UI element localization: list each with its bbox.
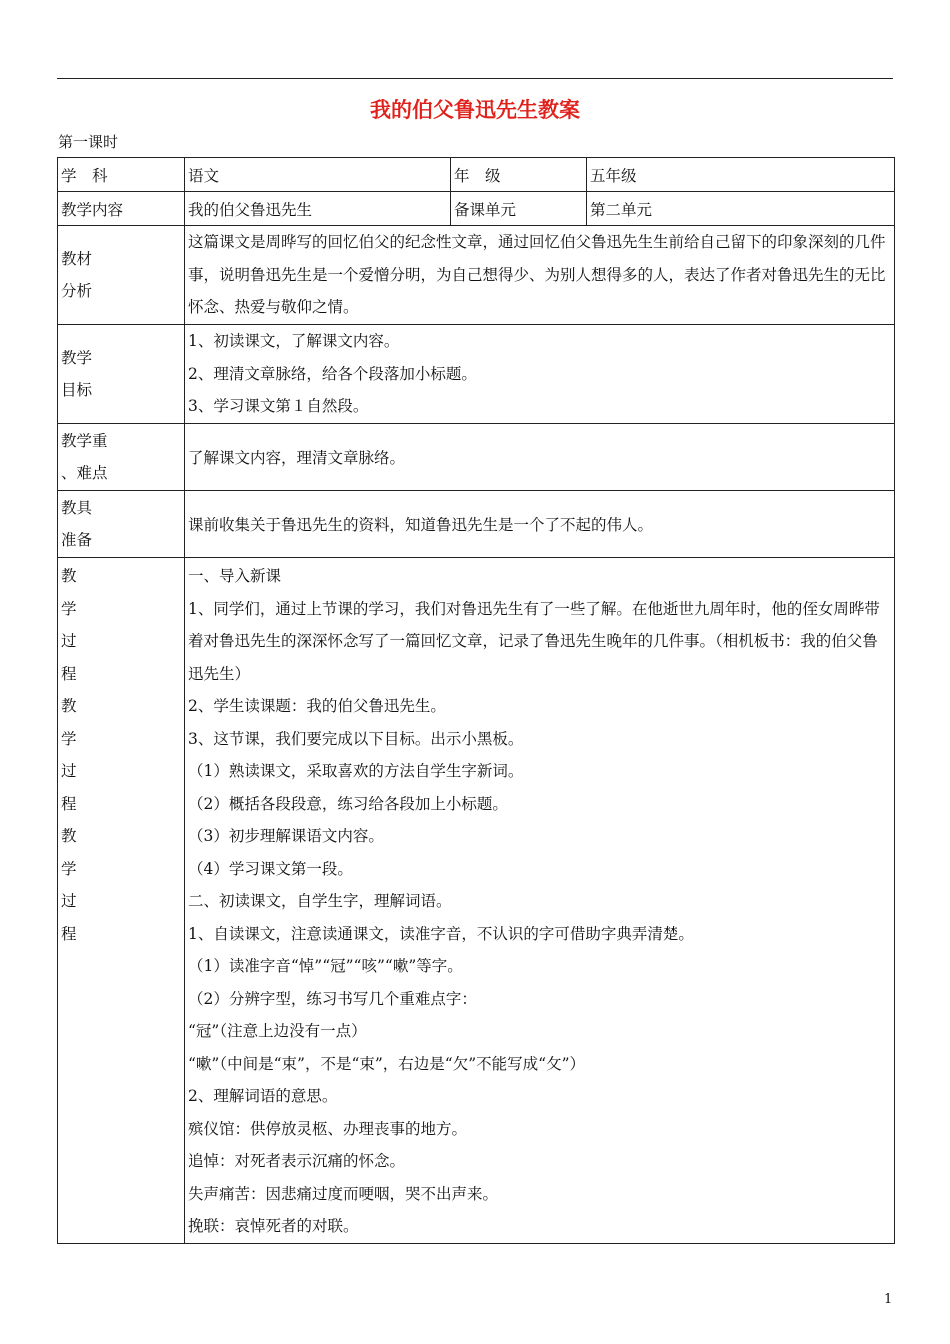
list-item: 二、初读课文，自学生字，理解词语。 xyxy=(188,892,452,910)
process-label: 教 学 过 程 教 学 过 程 教 学 过 程 xyxy=(58,558,185,1244)
list-item: 2、理解词语的意思。 xyxy=(188,1087,338,1105)
key-points-text: 了解课文内容，理清文章脉络。 xyxy=(185,424,895,491)
list-item: 殡仪馆：供停放灵柩、办理丧事的地方。 xyxy=(188,1119,468,1138)
lesson-label: 第一课时 xyxy=(58,133,119,151)
table-row xyxy=(58,226,895,325)
key-points-label: 教学重 、难点 xyxy=(58,424,185,491)
analysis-label: 教材 分析 xyxy=(58,226,185,325)
process-content xyxy=(185,558,895,1244)
table-row xyxy=(58,158,895,192)
list-item: （2）概括各段段意，练习给各段加上小标题。 xyxy=(188,794,508,813)
table-row xyxy=(58,491,895,558)
table-row xyxy=(58,424,895,491)
list-item: 失声痛苦：因悲痛过度而哽咽，哭不出声来。 xyxy=(188,1184,499,1203)
table-row xyxy=(58,558,895,1244)
list-item: “嗽”（中间是“束”，不是“束”，右边是“欠”不能写成“攵”） xyxy=(188,1054,585,1073)
materials-text: 课前收集关于鲁迅先生的资料，知道鲁迅先生是一个了不起的伟人。 xyxy=(185,491,895,558)
document-title: 我的伯父鲁迅先生教案 xyxy=(370,98,580,122)
list-item: 1、同学们，通过上节课的学习，我们对鲁迅先生有了一些了解。在他逝世九周年时，他的侄女周晔带着对鲁迅先生的深深怀念写了一篇回忆文章，记录了鲁迅先生晚年的几件事。（相机板书：我的伯父鲁迅先生） xyxy=(188,599,880,683)
grade-value: 五年级 xyxy=(587,158,895,192)
table-row xyxy=(58,192,895,226)
subject-value: 语文 xyxy=(185,158,451,192)
table-row xyxy=(58,325,895,424)
lesson-plan-table xyxy=(57,157,895,1244)
list-item: 1、初读课文，了解课文内容。 xyxy=(188,332,400,351)
grade-label: 年 级 xyxy=(451,158,587,192)
header-rule xyxy=(57,78,893,79)
content-value: 我的伯父鲁迅先生 xyxy=(185,192,451,226)
list-item: 一、导入新课 xyxy=(188,567,282,585)
page-number: 1 xyxy=(884,1292,893,1307)
list-item: 3、这节课，我们要完成以下目标。出示小黑板。 xyxy=(188,729,524,748)
list-item: （4）学习课文第一段。 xyxy=(188,859,353,878)
content-label: 教学内容 xyxy=(58,192,185,226)
subject-label: 学 科 xyxy=(58,158,185,192)
materials-label: 教具 准备 xyxy=(58,491,185,558)
list-item: 1、自读课文，注意读通课文，读准字音，不认识的字可借助字典弄清楚。 xyxy=(188,924,694,943)
list-item: 3、学习课文第１自然段。 xyxy=(188,397,369,416)
list-item: 挽联：哀悼死者的对联。 xyxy=(188,1217,359,1235)
unit-value: 第二单元 xyxy=(587,192,895,226)
list-item: （1）熟读课文，采取喜欢的方法自学生字新词。 xyxy=(188,762,524,780)
list-item: 2、学生读课题：我的伯父鲁迅先生。 xyxy=(188,697,446,715)
objectives-list xyxy=(185,325,895,424)
list-item: 2、理清文章脉络，给各个段落加小标题。 xyxy=(188,364,477,383)
list-item: （3）初步理解课语文内容。 xyxy=(188,827,384,845)
analysis-text: 这篇课文是周晔写的回忆伯父的纪念性文章，通过回忆伯父鲁迅先生生前给自己留下的印象深刻的几件事，说明鲁迅先生是一个爱憎分明，为自己想得少、为别人想得多的人，表达了作者对鲁迅先生的无比怀念、热爱与敬仰之情。 xyxy=(185,226,895,325)
list-item: “冠”（注意上边没有一点） xyxy=(188,1022,367,1040)
list-item: （1）读准字音“悼”“冠”“咳”“嗽”等字。 xyxy=(188,957,463,975)
list-item: （2）分辨字型，练习书写几个重难点字： xyxy=(188,989,477,1008)
unit-label: 备课单元 xyxy=(451,192,587,226)
list-item: 追悼：对死者表示沉痛的怀念。 xyxy=(188,1152,406,1170)
objectives-label: 教学 目标 xyxy=(58,325,185,424)
